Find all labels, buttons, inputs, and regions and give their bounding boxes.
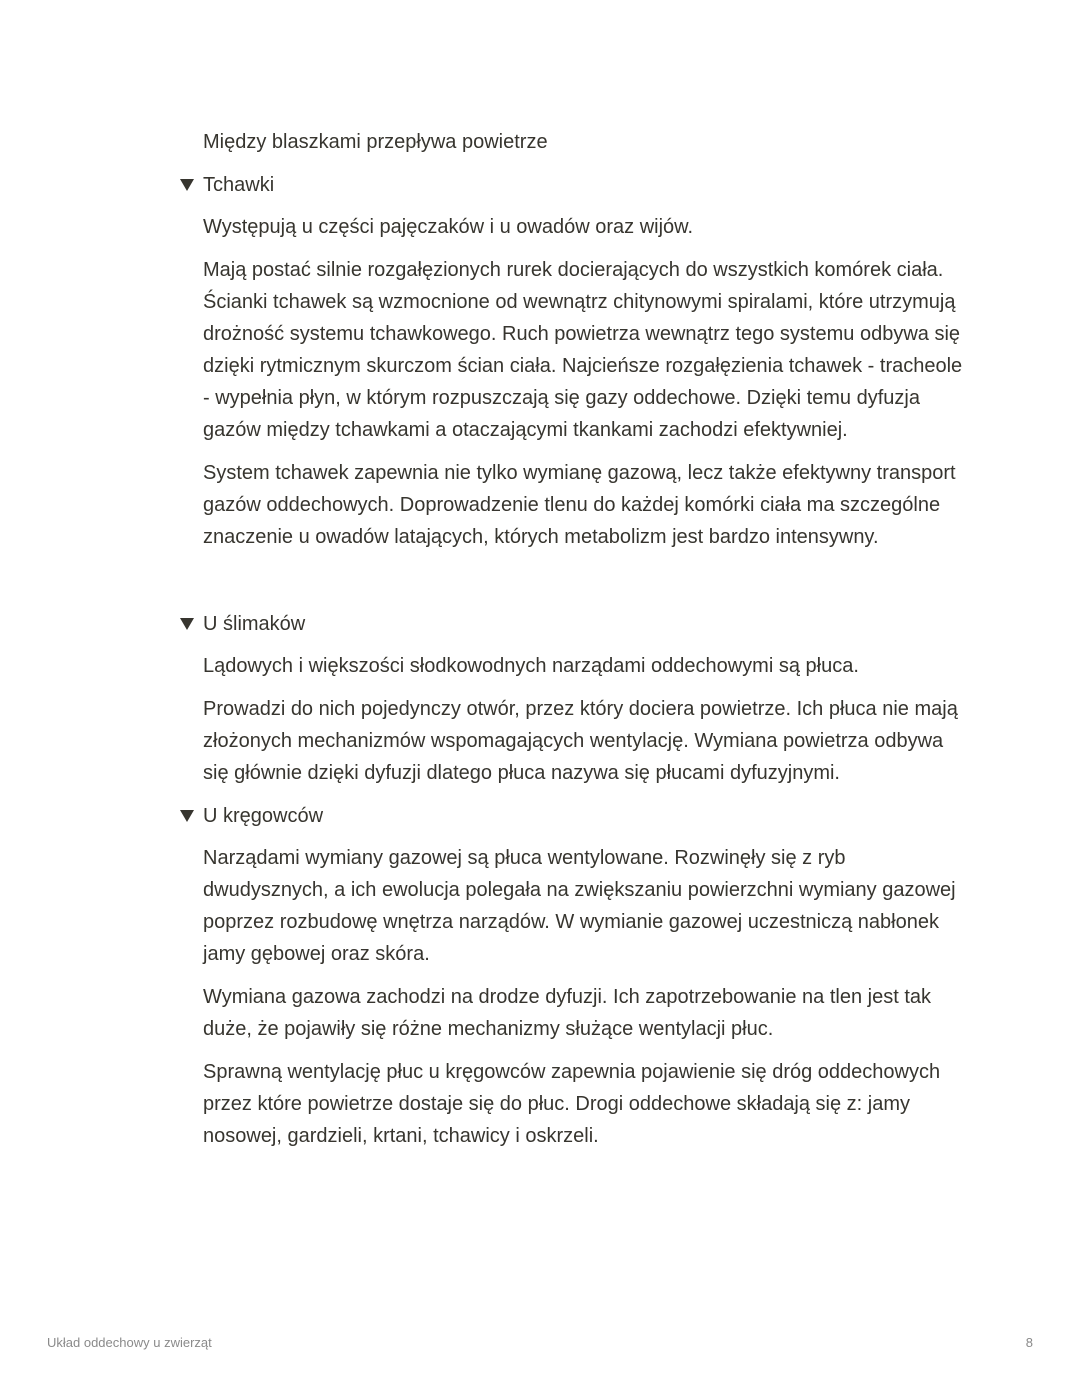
toggle-kregowce-label: U kręgowców <box>203 805 324 827</box>
slimaki-paragraph-2: Prowadzi do nich pojedynczy otwór, przez który dociera powietrze. Ich płuca nie mają złożonych mechanizmów wspomagających wentylację. Wymiana powietrza odbywa się głównie dzięki dyfuzji dlatego płuca nazywa się płucami dyfuzyjnymi. <box>203 698 958 784</box>
toggle-kregowce[interactable] <box>178 800 968 832</box>
toggle-tchawki[interactable] <box>178 169 968 201</box>
page-number: 8 <box>1025 1334 1033 1350</box>
toggle-tchawki-label: Tchawki <box>203 174 275 196</box>
triangle-down-icon[interactable] <box>180 179 194 191</box>
triangle-down-icon[interactable] <box>180 810 194 822</box>
toggle-slimaki[interactable] <box>178 608 968 640</box>
footer-title: Układ oddechowy u zwierząt <box>47 1334 212 1350</box>
tchawki-paragraph-1: Występują u części pajęczaków i u owadów oraz wijów. <box>203 216 694 238</box>
slimaki-paragraph-1: Lądowych i większości słodkowodnych narządami oddechowymi są płuca. <box>203 655 859 677</box>
tchawki-paragraph-3: System tchawek zapewnia nie tylko wymianę gazową, lecz także efektywny transport gazów oddechowych. Doprowadzenie tlenu do każdej komórki ciała ma szczególne znaczenie u owadów latających, których metabolizm jest bardzo intensywny. <box>203 462 956 548</box>
tchawki-paragraph-2: Mają postać silnie rozgałęzionych rurek docierających do wszystkich komórek ciała. Ścianki tchawek są wzmocnione od wewnątrz chitynowymi spiralami, które utrzymują drożność systemu tchawkowego. Ruch powietrza wewnątrz tego systemu odbywa się dzięki rytmicznym skurczom ścian ciała. Najcieńsze rozgałęzienia tchawek - tracheole - wypełnia płyn, w którym rozpuszczają się gazy oddechowe. Dzięki temu dyfuzja gazów między tchawkami a otaczającymi tkankami zachodzi efektywniej. <box>203 259 963 441</box>
section-gap <box>178 564 968 608</box>
intro-paragraph: Między blaszkami przepływa powietrze <box>203 131 548 153</box>
toggle-slimaki-label: U ślimaków <box>203 613 306 635</box>
kregowce-paragraph-2: Wymiana gazowa zachodzi na drodze dyfuzji. Ich zapotrzebowanie na tlen jest tak duże, że pojawiły się różne mechanizmy służące wentylacji płuc. <box>203 986 931 1040</box>
kregowce-paragraph-3: Sprawną wentylację płuc u kręgowców zapewnia pojawienie się dróg oddechowych przez które powietrze dostaje się do płuc. Drogi oddechowe składają się z: jamy nosowej, gardzieli, krtani, tchawicy i oskrzeli. <box>203 1061 941 1147</box>
kregowce-paragraph-1: Narządami wymiany gazowej są płuca wentylowane. Rozwinęły się z ryb dwudysznych, a ich ewolucja polegała na zwiększaniu powierzchni wymiany gazowej poprzez rozbudowę wnętrza narządów. W wymianie gazowej uczestniczą nabłonek jamy gębowej oraz skóra. <box>203 847 956 965</box>
triangle-down-icon[interactable] <box>180 618 194 630</box>
page-content <box>178 126 968 1163</box>
page-footer <box>47 1332 1033 1352</box>
